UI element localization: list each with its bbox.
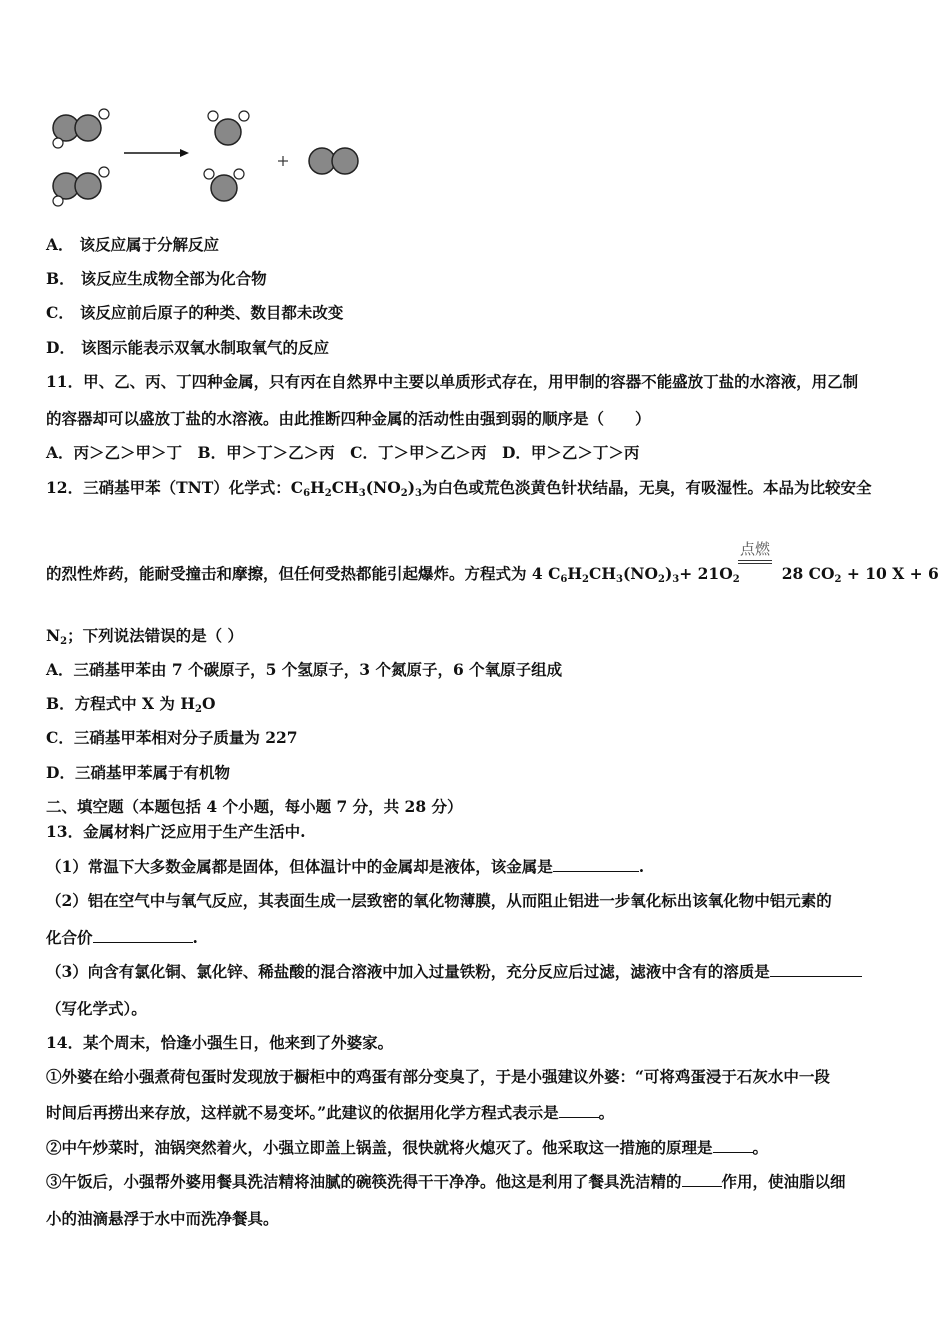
equals-bar-top — [738, 560, 772, 561]
q12-text: 的烈性炸药，能耐受撞击和摩擦，但任何受热都能引起爆炸。方程式为 4 C — [46, 564, 561, 583]
q12-text: 12．三硝基甲苯（TNT）化学式：C — [46, 478, 304, 497]
q14-stem: 14．某个周末，恰逢小强生日，他来到了外婆家。 — [46, 1033, 394, 1052]
q12-option-d: D．三硝基甲苯属于有机物 — [46, 763, 230, 782]
q13-text: （3）向含有氯化铜、氯化锌、稀盐酸的混合溶液中加入过量铁粉，充分反应后过滤，滤液中含有的溶质是 — [46, 962, 770, 981]
q12-option-b: B．方程式中 X 为 $H_2O$ — [46, 694, 216, 715]
q14-part1-line2 — [46, 1103, 614, 1123]
q13-part3-line2: （写化学式）。 — [46, 999, 147, 1018]
q11-options: A．丙＞乙＞甲＞丁 B．甲＞丁＞乙＞丙 C．丁＞甲＞乙＞丙 D．甲＞乙＞丁＞丙 — [46, 443, 640, 462]
q12-option-c: C．三硝基甲苯相对分子质量为 227 — [46, 728, 298, 747]
q12-equation-line: 的烈性炸药，能耐受撞击和摩擦，但任何受热都能引起爆炸。方程式为 4 $C_6H_2CH_3(NO_2)_3+ 21O_2$ 28 $CO_2 + 10$ X + 6 — [46, 564, 939, 585]
q12-stem-line3: $N_2$；下列说法错误的是（ ） — [46, 626, 244, 647]
answer-blank[interactable] — [682, 1172, 722, 1187]
option-label: B． — [46, 269, 75, 288]
answer-blank[interactable] — [559, 1103, 599, 1118]
option-text: 该图示能表示双氧水制取氧气的反应 — [80, 338, 329, 357]
q13-part2-line2 — [46, 928, 198, 948]
q12-stem-line1: 12．三硝基甲苯（TNT）化学式：$C_6H_2CH_3(NO_2)_3$为白色或荒色淡黄色针状结晶，无臭，有吸湿性。本品为比较安全 — [46, 478, 872, 499]
q13-part2-line1: （2）铝在空气中与氧气反应，其表面生成一层致密的氧化物薄膜，从而阻止铝进一步氧化标出该氧化物中铝元素的 — [46, 891, 832, 910]
q10-option-a — [46, 235, 219, 255]
answer-blank[interactable] — [770, 962, 862, 977]
q11-stem-line2: 的容器却可以盛放丁盐的水溶液。由此推断四种金属的活动性由强到弱的顺序是（ ） — [46, 409, 651, 428]
q10-option-b — [46, 269, 267, 289]
reaction-diagram — [46, 100, 376, 210]
q14-text: 时间后再捞出来存放，这样就不易变坏。”此建议的依据用化学方程式表示是 — [46, 1103, 559, 1122]
q14-text: ③午饭后，小强帮外婆用餐具洗洁精将油腻的碗筷洗得干干净净。他这是利用了餐具洗洁精的 — [46, 1172, 682, 1191]
reactant-molecule-1 — [53, 109, 109, 148]
product-water-1 — [208, 111, 249, 145]
q12-text: 为白色或荒色淡黄色针状结晶，无臭，有吸湿性。本品为比较安全 — [422, 478, 872, 497]
answer-blank[interactable] — [93, 928, 193, 943]
option-text: 该反应生成物全部为化合物 — [80, 269, 267, 288]
section-heading: 二、填空题（本题包括 4 个小题，每小题 7 分，共 28 分） — [46, 797, 463, 816]
answer-blank[interactable] — [553, 857, 639, 872]
product-water-2 — [204, 169, 244, 201]
reaction-condition: 点燃 — [739, 540, 770, 558]
q13-text: （1）常温下大多数金属都是固体，但体温计中的金属却是液体，该金属是 — [46, 857, 553, 876]
q11-stem-line1: 11．甲、乙、丙、丁四种金属，只有丙在自然界中主要以单质形式存在，用甲制的容器不能盛放丁盐的水溶液，用乙制 — [46, 372, 859, 391]
q12-text: 28 CO — [781, 564, 835, 583]
option-label: D． — [46, 338, 75, 357]
q14-text: 。 — [752, 1138, 769, 1157]
q13-part1 — [46, 857, 644, 877]
reactant-molecule-2 — [53, 167, 109, 206]
product-oxygen — [309, 148, 358, 174]
q14-text: 。 — [598, 1103, 615, 1122]
q13-part3-line1 — [46, 962, 862, 982]
q12-text: B．方程式中 X 为 H — [46, 694, 195, 713]
q13-text: . — [638, 857, 645, 876]
q13-text: . — [192, 928, 198, 947]
q14-part2 — [46, 1138, 768, 1158]
q12-text: O — [201, 694, 216, 713]
q14-part3-line1 — [46, 1172, 846, 1192]
q10-option-d — [46, 338, 329, 358]
q12-text: + 10 X + 6 — [846, 564, 939, 583]
q14-text: ②中午炒菜时，油锅突然着火，小强立即盖上锅盖，很快就将火熄灭了。他采取这一措施的原理是 — [46, 1138, 713, 1157]
reaction-arrow — [124, 149, 189, 157]
q13-text: 化合价 — [46, 928, 93, 947]
option-label: C． — [46, 303, 74, 322]
option-label: A． — [46, 235, 74, 254]
q14-text: 作用，使油脂以细 — [721, 1172, 846, 1191]
q13-stem: 13．金属材料广泛应用于生产生活中. — [46, 822, 306, 841]
option-text: 该反应属于分解反应 — [79, 235, 220, 254]
q12-text: ；下列说法错误的是（ ） — [67, 626, 244, 645]
q12-text: + 21O — [679, 564, 733, 583]
q14-part3-line2: 小的油滴悬浮于水中而洗净餐具。 — [46, 1209, 279, 1228]
q10-option-c — [46, 303, 343, 323]
q14-part1-line1: ①外婆在给小强煮荷包蛋时发现放于橱柜中的鸡蛋有部分变臭了，于是小强建议外婆：“可将鸡蛋浸于石灰水中一段 — [46, 1067, 830, 1086]
answer-blank[interactable] — [713, 1138, 753, 1153]
option-text: 该反应前后原子的种类、数目都未改变 — [79, 303, 344, 322]
q12-text: N — [46, 626, 61, 645]
q12-option-a: A．三硝基甲苯由 7 个碳原子，5 个氢原子，3 个氮原子，6 个氧原子组成 — [46, 660, 563, 679]
plus-sign — [278, 156, 288, 166]
